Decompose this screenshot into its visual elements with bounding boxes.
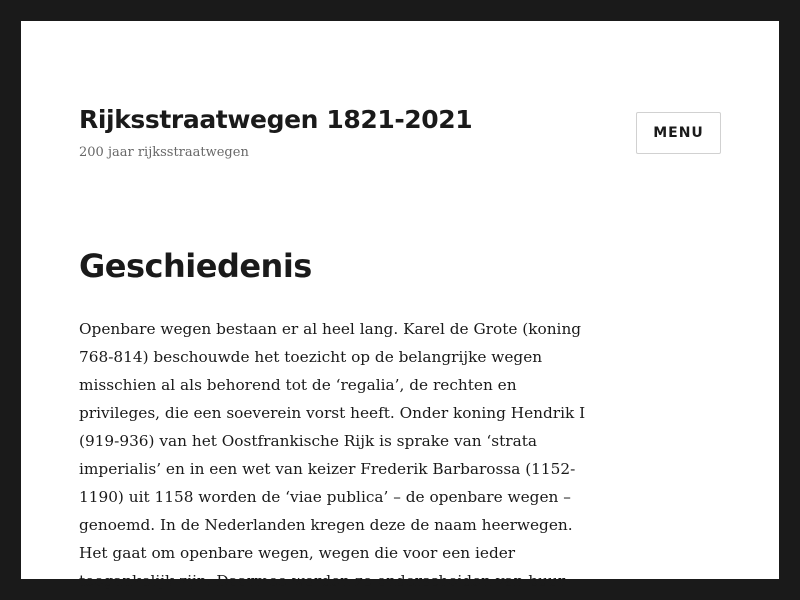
entry-content (79, 315, 599, 595)
page-title: Geschiedenis (79, 247, 312, 285)
paragraph-line: Het gaat om openbare wegen, wegen die voor een ieder (79, 544, 516, 562)
site-title-link[interactable]: Rijksstraatwegen 1821-2021 (79, 105, 473, 134)
menu-button[interactable]: MENU (636, 112, 721, 154)
paragraph-line: 768-814) beschouwde het toezicht op de belangrijke wegen (79, 348, 543, 366)
paragraph-line: imperialis’ en in een wet van keizer Frederik Barbarossa (1152- (79, 460, 576, 478)
paragraph-line: misschien al als behorend tot de ‘regalia’, de rechten en (79, 376, 517, 394)
paragraph-line: 1190) uit 1158 worden de ‘viae publica’ – de openbare wegen – (79, 488, 571, 506)
paragraph-line: Openbare wegen bestaan er al heel lang. Karel de Grote (koning (79, 320, 582, 338)
paragraph-line: toegankelijk zijn. Daarmee worden ze onderscheiden van buur- (79, 572, 571, 590)
paragraph-line: (919-936) van het Oostfrankische Rijk is sprake van ‘strata (79, 432, 537, 450)
paragraph-line: privileges, die een soeverein vorst heeft. Onder koning Hendrik I (79, 404, 586, 422)
article-paragraph (79, 315, 599, 595)
paragraph-line: genoemd. In de Nederlanden kregen deze de naam heerwegen. (79, 516, 573, 534)
site-description: 200 jaar rijksstraatwegen (79, 145, 249, 160)
page-container (21, 21, 779, 590)
